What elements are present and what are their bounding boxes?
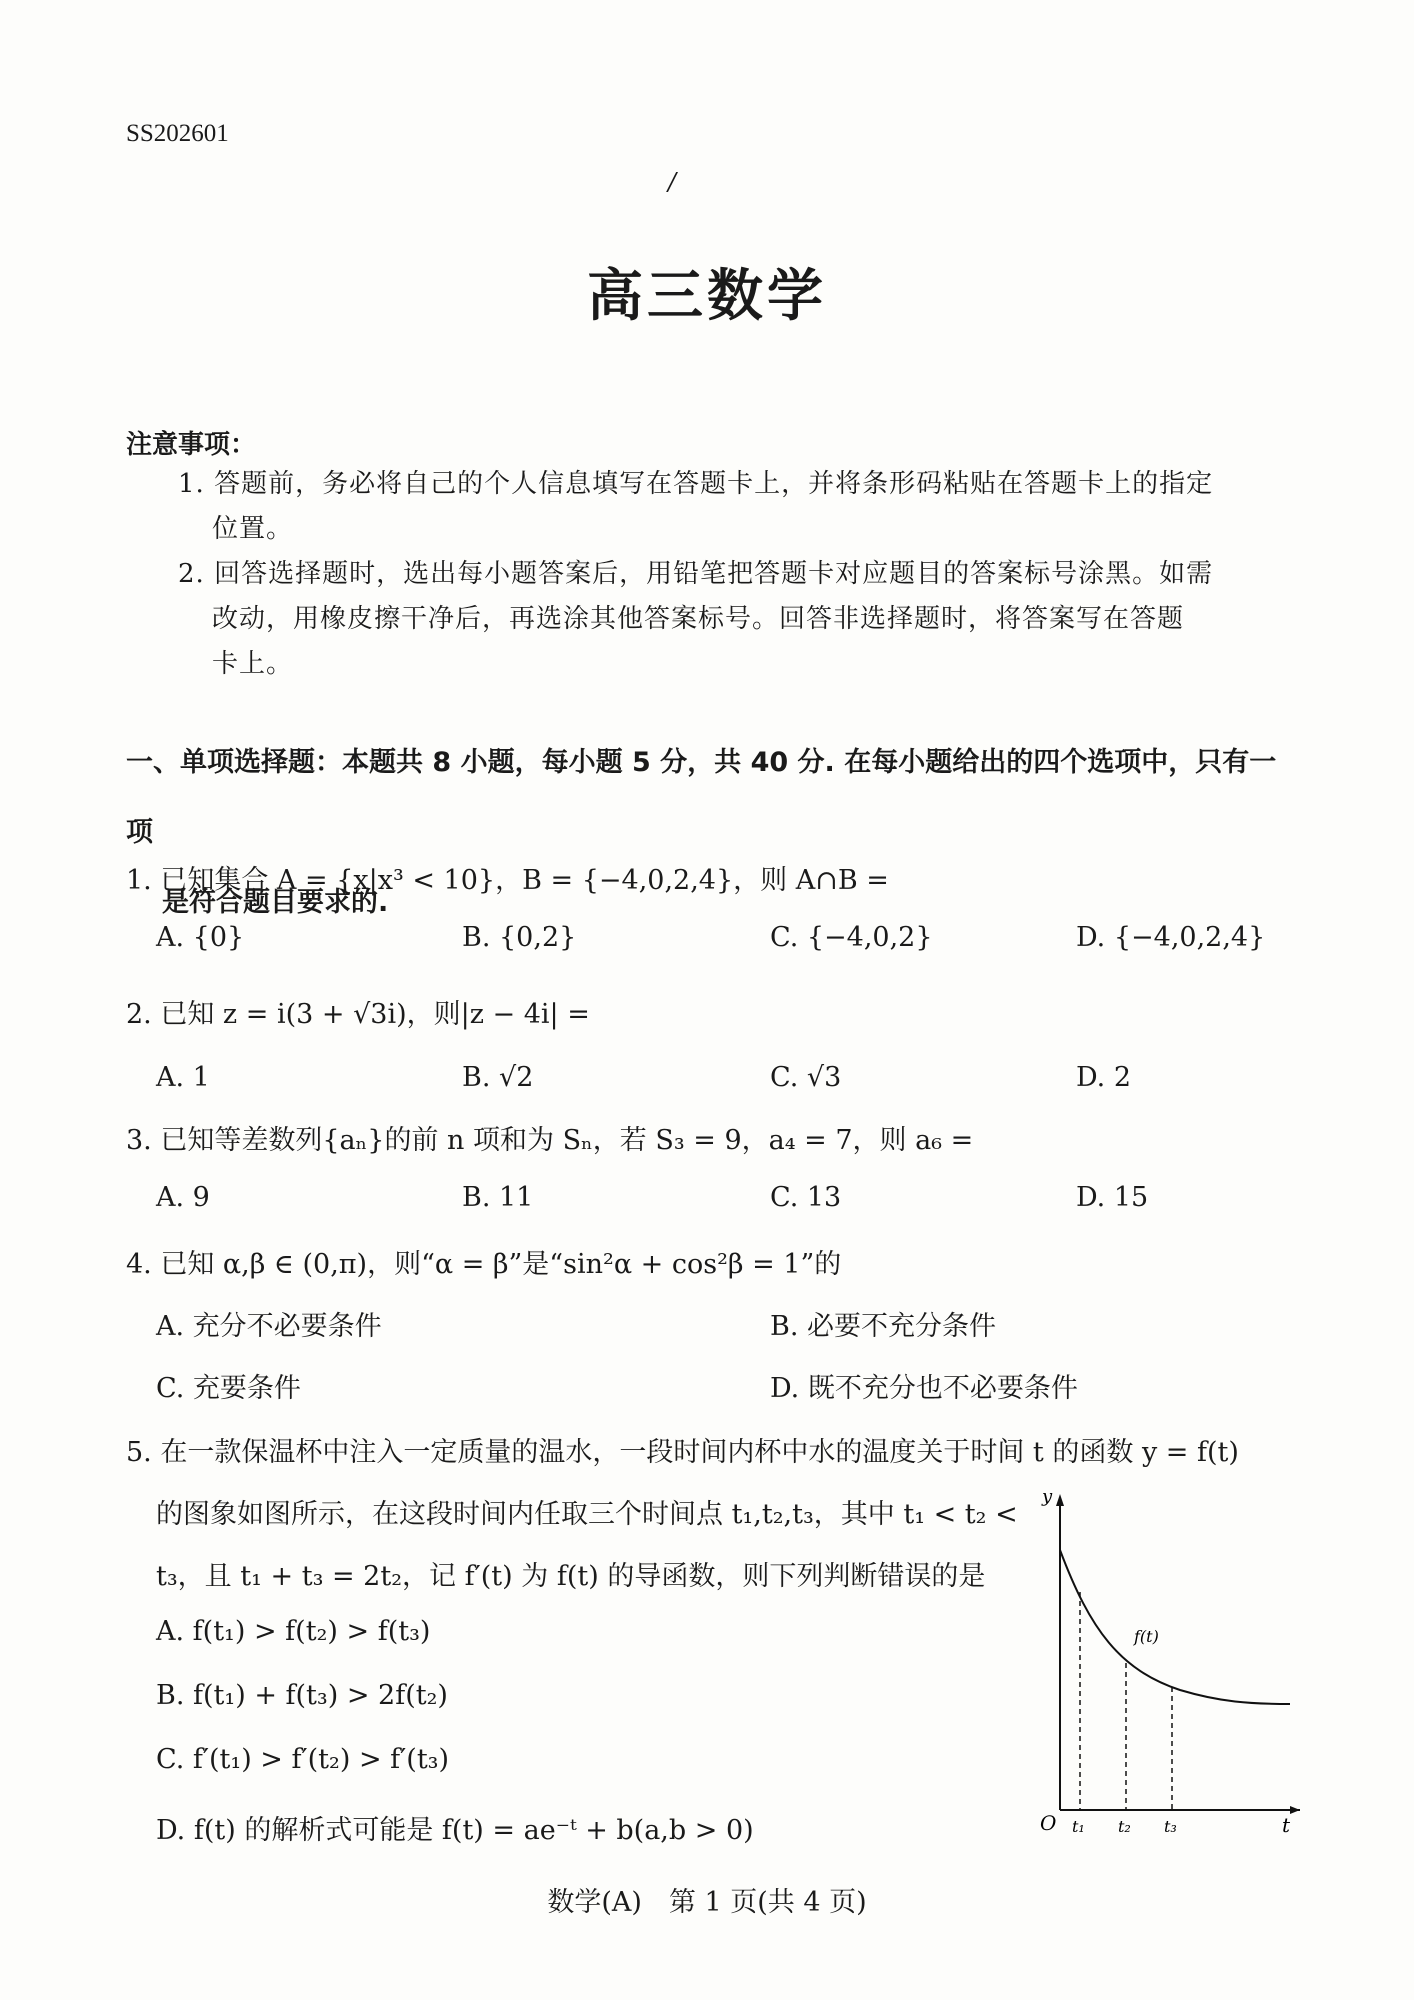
question-4-option-c: C. 充要条件: [156, 1373, 301, 1404]
question-3-stem: 3. 已知等差数列{aₙ}的前 n 项和为 Sₙ，若 S₃ = 9，a₄ = 7，则 a₆ =: [126, 1125, 974, 1156]
question-4-option-d: D. 既不充分也不必要条件: [770, 1373, 1078, 1404]
question-5-option-d: D. f(t) 的解析式可能是 f(t) = ae⁻ᵗ + b(a,b > 0): [156, 1815, 754, 1846]
page-footer: 数学(A) 第 1 页(共 4 页): [547, 1887, 867, 1918]
question-2-option-b: B. √2: [462, 1062, 534, 1093]
question-2-stem: 2. 已知 z = i(3 + √3i)，则|z − 4i| =: [126, 999, 590, 1030]
question-1-option-c: C. {−4,0,2}: [770, 922, 933, 953]
x-axis-label: t: [1282, 1813, 1291, 1837]
question-3-option-a: A. 9: [156, 1182, 210, 1213]
question-1-option-a: A. {0}: [156, 922, 245, 953]
page-title: 高三数学: [587, 264, 827, 329]
question-2-option-d: D. 2: [1076, 1062, 1132, 1093]
question-4-option-a: A. 充分不必要条件: [156, 1311, 382, 1342]
section-heading-line1: 一、单项选择题：本题共 8 小题，每小题 5 分，共 40 分. 在每小题给出的四个选项中，只有一项: [126, 747, 1277, 848]
t1-label: t₁: [1072, 1817, 1085, 1836]
question-3-option-b: B. 11: [462, 1182, 534, 1213]
question-4-option-b: B. 必要不充分条件: [770, 1311, 997, 1342]
question-5-graph: [1010, 1480, 1310, 1840]
question-5-option-c: C. f′(t₁) > f′(t₂) > f′(t₃): [156, 1744, 450, 1775]
question-5-option-b: B. f(t₁) + f(t₃) > 2f(t₂): [156, 1680, 448, 1711]
question-5-stem-line3: t₃，且 t₁ + t₃ = 2t₂，记 f′(t) 为 f(t) 的导函数，则下列判断错误的是: [156, 1561, 986, 1592]
notice-heading: 注意事项：: [126, 430, 257, 460]
question-5-stem-line2: 的图象如图所示，在这段时间内任取三个时间点 t₁,t₂,t₃，其中 t₁ < t₂ <: [156, 1499, 1018, 1530]
notice-item-1-line1: 1. 答题前，务必将自己的个人信息填写在答题卡上，并将条形码粘贴在答题卡上的指定: [178, 469, 1214, 499]
y-axis-arrow-icon: [1056, 1494, 1064, 1506]
exam-code: SS202601: [126, 120, 229, 147]
section-heading: [126, 728, 1296, 938]
section-heading-line2: 是符合题目要求的.: [162, 887, 389, 918]
question-5-stem-line1: 5. 在一款保温杯中注入一定质量的温水，一段时间内杯中水的温度关于时间 t 的函数 y = f(t): [126, 1437, 1239, 1468]
question-3-option-c: C. 13: [770, 1182, 842, 1213]
question-1-stem: 1. 已知集合 A = {x|x³ < 10}，B = {−4,0,2,4}，则 A∩B =: [126, 865, 889, 896]
origin-label: O: [1040, 1811, 1057, 1835]
question-4-stem: 4. 已知 α,β ∈ (0,π)，则“α = β”是“sin²α + cos²β = 1”的: [126, 1249, 842, 1280]
question-3-option-d: D. 15: [1076, 1182, 1149, 1213]
x-axis-arrow-icon: [1290, 1806, 1300, 1814]
curve-label: f(t): [1134, 1627, 1159, 1646]
notice-item-2-line2: 改动，用橡皮擦干净后，再选涂其他答案标号。回答非选择题时，将答案写在答题: [212, 604, 1185, 634]
question-2-option-a: A. 1: [156, 1062, 210, 1093]
stray-mark: /: [668, 168, 677, 196]
t3-label: t₃: [1164, 1817, 1177, 1836]
question-1-option-d: D. {−4,0,2,4}: [1076, 922, 1266, 953]
question-5-option-a: A. f(t₁) > f(t₂) > f(t₃): [156, 1616, 431, 1647]
t2-label: t₂: [1118, 1817, 1131, 1836]
question-2-option-c: C. √3: [770, 1062, 842, 1093]
curve-f: [1060, 1550, 1290, 1704]
y-axis-label: y: [1042, 1486, 1053, 1507]
notice-item-2-line3: 卡上。: [212, 649, 294, 679]
notice-item-2-line1: 2. 回答选择题时，选出每小题答案后，用铅笔把答题卡对应题目的答案标号涂黑。如需: [178, 559, 1214, 589]
notice-item-1-line2: 位置。: [212, 514, 294, 544]
question-1-option-b: B. {0,2}: [462, 922, 577, 953]
